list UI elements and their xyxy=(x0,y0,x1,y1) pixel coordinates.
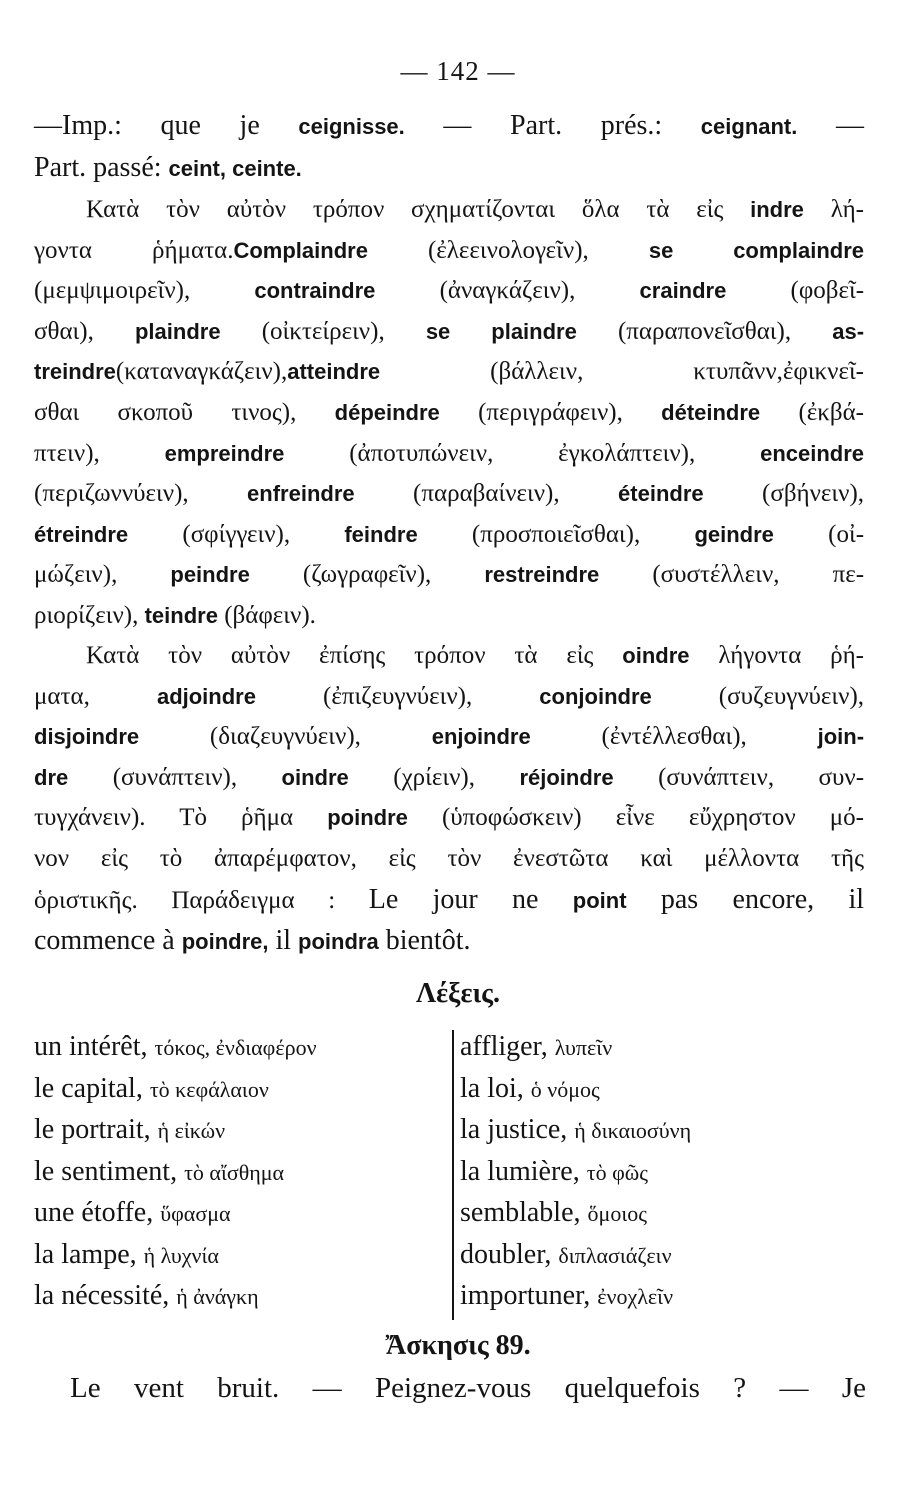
text-line: σθαι σκοποῦ τινος), dépeindre (περιγράφειν), déteindre (ἐκβά- xyxy=(34,398,865,426)
vocab-row: doubler, διπλασιάζειν xyxy=(460,1238,672,1270)
text-line: ὁριστικῆς. Παράδειγμα : Le jour ne point pas encore, il xyxy=(34,883,865,915)
text-line: (περιζωννύειν), enfreindre (παραβαίνειν), éteindre (σβήνειν), xyxy=(34,480,865,508)
text-line: ματα, adjoindre (ἐπιζευγνύειν), conjoindre (συζευγνύειν), xyxy=(34,682,865,710)
vocab-row: le portrait, ἡ εἰκών xyxy=(34,1114,226,1145)
text-line: ριορίζειν), teindre (βάφειν). xyxy=(34,601,316,629)
vocab-row: la justice, ἡ δικαιοσύνη xyxy=(460,1114,692,1145)
text-line: νον εἰς τὸ ἀπαρέμφατον, εἰς τὸν ἐνεστῶτα καὶ μέλλοντα τῆς xyxy=(34,844,864,872)
text-line: Κατὰ τὸν αὐτὸν ἐπίσης τρόπον τὰ εἰς oindre λήγοντα ῥή- xyxy=(86,642,864,669)
text-line: μώζειν), peindre (ζωγραφεῖν), restreindre (συστέλλειν, πε- xyxy=(34,561,865,589)
vocab-row: la nécessité, ἡ ἀνάγκη xyxy=(34,1280,259,1311)
indre-paragraph xyxy=(34,190,864,637)
text-line: (μεμψιμοιρεῖν), contraindre (ἀναγκάζειν), craindre (φοβεῖ- xyxy=(34,277,865,305)
text-line: disjoindre (διαζευγνύειν), enjoindre (ἐντέλλεσθαι), join- xyxy=(34,723,865,751)
exercise-title: Ἄσκησις 89. xyxy=(385,1330,531,1361)
vocabulary-table xyxy=(34,1026,864,1326)
vocab-row: affliger, λυπεῖν xyxy=(460,1031,613,1062)
conjugation-paragraph xyxy=(34,106,864,189)
vocab-row: une étoffe, ὕφασμα xyxy=(34,1197,231,1228)
text-line: γοντα ῥήματα.Complaindre (ἐλεεινολογεῖν), se complaindre xyxy=(34,236,864,264)
column-divider xyxy=(452,1030,454,1320)
vocab-row: la lumière, τὸ φῶς xyxy=(460,1155,648,1187)
vocab-row: importuner, ἐνοχλεῖν xyxy=(460,1280,674,1311)
text-line: —Imp.: que je ceignisse. — Part. prés.: ceignant. — xyxy=(34,110,864,141)
text-line: étreindre (σφίγγειν), feindre (προσποιεῖσθαι), geindre (οἰ- xyxy=(34,520,865,548)
exercise-text: Le vent bruit. — Peignez-vous quelquefois ? — Je xyxy=(70,1372,866,1404)
vocabulary-left-column xyxy=(34,1026,452,1317)
text-line: commence à poindre, il poindra bientôt. xyxy=(34,925,471,957)
text-line: Κατὰ τὸν αὐτὸν τρόπον σχηματίζονται ὅλα τὰ εἰς indre λή- xyxy=(86,196,864,223)
vocab-row: la loi, ὁ νόμος xyxy=(460,1072,600,1104)
vocab-row: un intérêt, τόκος, ἐνδιαφέρον xyxy=(34,1031,317,1062)
vocab-row: le sentiment, τὸ αἴσθημα xyxy=(34,1155,285,1187)
oindre-paragraph xyxy=(34,636,864,963)
text-line: πτειν), empreindre (ἀποτυπώνειν, ἐγκολάπτειν), enceindre xyxy=(34,439,865,467)
vocab-row: la lampe, ἡ λυχνία xyxy=(34,1238,219,1270)
page-number: — 142 — xyxy=(400,56,516,86)
vocab-row: le capital, τὸ κεφάλαιον xyxy=(34,1072,269,1104)
text-line: σθαι), plaindre (οἰκτείρειν), se plaindre (παραπονεῖσθαι), as- xyxy=(34,317,865,345)
vocab-row: semblable, ὅμοιος xyxy=(460,1197,647,1228)
text-line: Part. passé: ceint, ceinte. xyxy=(34,151,302,183)
text-line: dre (συνάπτειν), oindre (χρίειν), réjoindre (συνάπτειν, συν- xyxy=(34,763,865,791)
vocabulary-right-column xyxy=(460,1026,864,1317)
vocabulary-title: Λέξεις. xyxy=(416,978,500,1009)
text-line: treindre(καταναγκάζειν),atteindre (βάλλειν, κτυπᾶνν,ἐφικνεῖ- xyxy=(34,358,864,386)
text-line: τυγχάνειν). Τὸ ῥῆμα poindre (ὑποφώσκειν) εἶνε εὔχρηστον μό- xyxy=(34,804,864,832)
